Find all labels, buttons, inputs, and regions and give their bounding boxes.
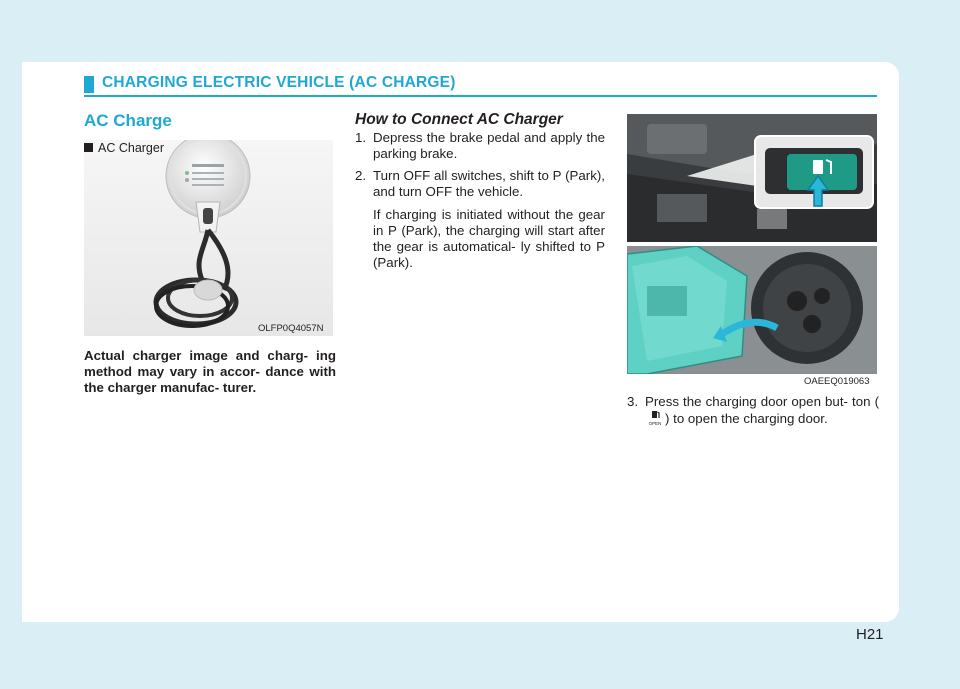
ac-charger-illustration xyxy=(84,140,333,336)
page-number: H21 xyxy=(856,626,884,643)
interior-button-photo xyxy=(627,114,877,242)
charging-door-illustration xyxy=(627,246,877,374)
step-text: Turn OFF all switches, shift to P (Park), and turn OFF the vehicle. xyxy=(373,168,605,199)
ac-charger-figure xyxy=(84,140,333,336)
step-3 xyxy=(627,394,879,427)
step-text: Depress the brake pedal and apply the parking brake. xyxy=(373,130,605,161)
charging-door-photo xyxy=(627,246,877,374)
step-1 xyxy=(355,130,605,162)
step-3-text-before: Press the charging door open but- ton ( xyxy=(645,394,879,409)
section-title-rule xyxy=(84,95,877,97)
section-title: CHARGING ELECTRIC VEHICLE (AC CHARGE) xyxy=(102,74,456,91)
square-bullet-icon xyxy=(84,143,93,152)
step-number: 2. xyxy=(355,168,367,183)
how-to-connect-heading: How to Connect AC Charger xyxy=(355,111,563,128)
step-3-text-after: ) to open the charging door. xyxy=(665,411,828,426)
ac-charge-heading: AC Charge xyxy=(84,111,172,130)
ac-charger-label-text: AC Charger xyxy=(98,141,164,155)
step-number: 3. xyxy=(627,394,639,409)
open-icon-caption: OPEN xyxy=(648,421,662,426)
ac-charger-figure-label xyxy=(84,141,164,155)
step-text xyxy=(627,394,879,427)
step-number: 1. xyxy=(355,130,367,145)
charging-door-open-icon xyxy=(647,410,663,426)
section-title-marker xyxy=(84,76,94,93)
charging-door-figure-code: OAEEQ019063 xyxy=(804,376,870,387)
interior-button-illustration xyxy=(627,114,877,242)
charger-manufacturer-note: Actual charger image and charg- ing method may vary in accor- dance with the charger manufac- turer. xyxy=(84,348,336,395)
step-2-note: If charging is initiated without the gear in P (Park), the charging will start after the gear is automatical- ly shifted to P (Park). xyxy=(373,207,605,270)
ac-charger-figure-code: OLFP0Q4057N xyxy=(258,323,324,334)
step-2 xyxy=(355,168,605,200)
